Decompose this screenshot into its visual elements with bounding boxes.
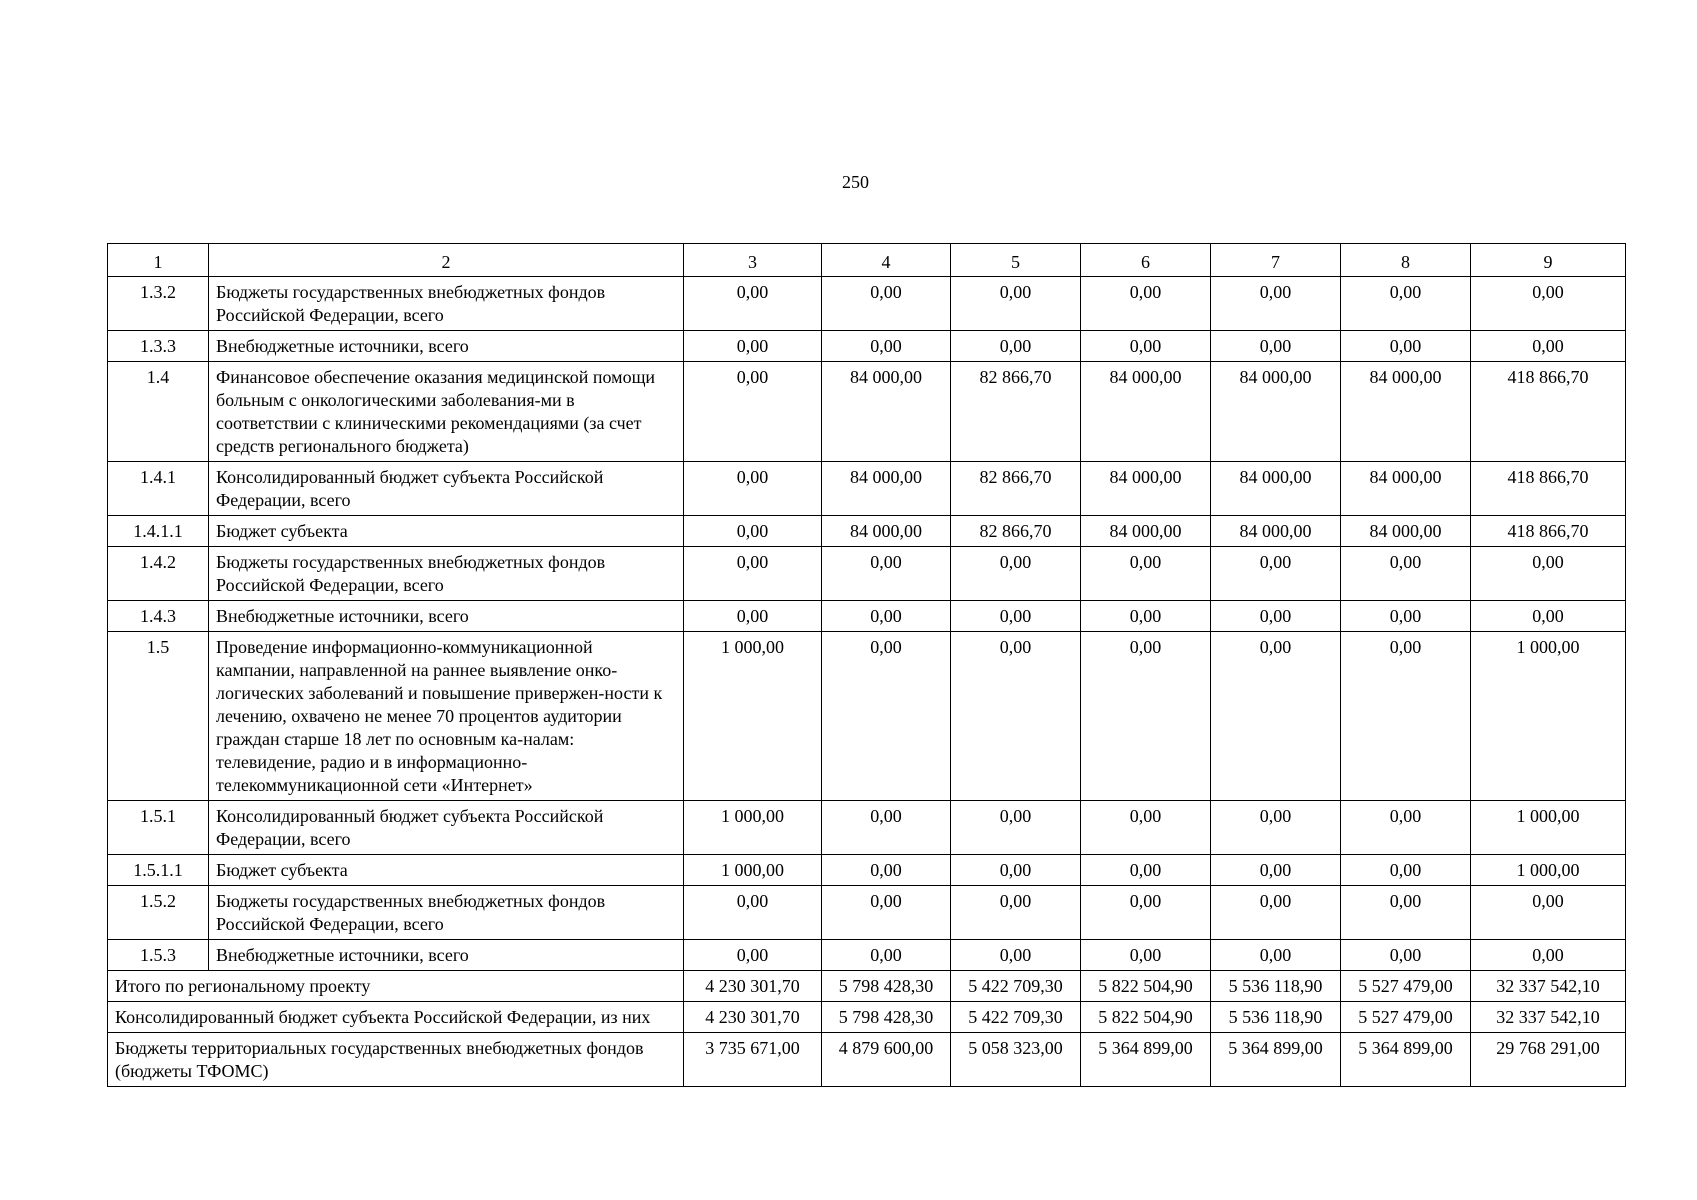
row-number: 1.5.3: [108, 940, 209, 971]
value-cell: 82 866,70: [951, 462, 1081, 516]
value-cell: 0,00: [684, 362, 822, 462]
value-cell: 0,00: [1211, 547, 1341, 601]
row-name: Финансовое обеспечение оказания медицинской помощи больным с онкологическими заболевания-ми в соответствии с клиническими рекомендациями (за счет средств регионального бюджета): [209, 362, 684, 462]
value-cell: 0,00: [822, 801, 951, 855]
value-cell: 84 000,00: [1211, 362, 1341, 462]
total-value-cell: 5 822 504,90: [1081, 971, 1211, 1002]
total-name: Бюджеты территориальных государственных внебюджетных фондов (бюджеты ТФОМС): [108, 1033, 684, 1087]
value-cell: 84 000,00: [822, 462, 951, 516]
value-cell: 0,00: [684, 462, 822, 516]
value-cell: 0,00: [1081, 547, 1211, 601]
value-cell: 0,00: [822, 547, 951, 601]
value-cell: 0,00: [951, 547, 1081, 601]
value-cell: 82 866,70: [951, 516, 1081, 547]
table-row: [108, 855, 1626, 886]
value-cell: 0,00: [1081, 331, 1211, 362]
value-cell: 0,00: [1081, 601, 1211, 632]
row-number: 1.5.1: [108, 801, 209, 855]
total-value-cell: 5 364 899,00: [1211, 1033, 1341, 1087]
total-value-cell: 5 822 504,90: [1081, 1002, 1211, 1033]
page-number: 250: [842, 172, 869, 192]
value-cell: 0,00: [951, 801, 1081, 855]
row-number: 1.4.3: [108, 601, 209, 632]
table-row: [108, 801, 1626, 855]
value-cell: 84 000,00: [1341, 362, 1471, 462]
table-body: [108, 244, 1626, 1087]
row-name: Внебюджетные источники, всего: [209, 331, 684, 362]
row-name: Проведение информационно-коммуникационной кампании, направленной на раннее выявление онко-логических заболеваний и повышение привержен-ности к лечению, охвачено не менее 70 процентов аудитории граждан старше 18 лет по основным ка-налам: телевидение, радио и в информационно-телекоммуникационной сети «Интернет»: [209, 632, 684, 801]
table-row: [108, 547, 1626, 601]
row-number: 1.5.1.1: [108, 855, 209, 886]
total-value-cell: 5 527 479,00: [1341, 971, 1471, 1002]
value-cell: 0,00: [1081, 940, 1211, 971]
value-cell: 0,00: [951, 331, 1081, 362]
value-cell: 0,00: [1341, 632, 1471, 801]
header-cell: 9: [1471, 244, 1626, 277]
row-number: 1.3.3: [108, 331, 209, 362]
total-row: [108, 1002, 1626, 1033]
value-cell: 418 866,70: [1471, 362, 1626, 462]
row-name: Консолидированный бюджет субъекта Российской Федерации, всего: [209, 801, 684, 855]
value-cell: 0,00: [1341, 801, 1471, 855]
row-name: Бюджеты государственных внебюджетных фондов Российской Федерации, всего: [209, 547, 684, 601]
value-cell: 1 000,00: [1471, 801, 1626, 855]
value-cell: 0,00: [1211, 331, 1341, 362]
value-cell: 0,00: [684, 331, 822, 362]
total-value-cell: 4 230 301,70: [684, 1002, 822, 1033]
total-value-cell: 5 527 479,00: [1341, 1002, 1471, 1033]
value-cell: 0,00: [1471, 601, 1626, 632]
value-cell: 1 000,00: [1471, 855, 1626, 886]
total-value-cell: 5 422 709,30: [951, 1002, 1081, 1033]
total-value-cell: 5 536 118,90: [1211, 1002, 1341, 1033]
value-cell: 418 866,70: [1471, 516, 1626, 547]
value-cell: 0,00: [1211, 855, 1341, 886]
total-value-cell: 5 364 899,00: [1081, 1033, 1211, 1087]
table-row: [108, 601, 1626, 632]
row-number: 1.4: [108, 362, 209, 462]
value-cell: 0,00: [684, 277, 822, 331]
value-cell: 0,00: [684, 940, 822, 971]
value-cell: 0,00: [1081, 632, 1211, 801]
value-cell: 0,00: [822, 632, 951, 801]
total-value-cell: 32 337 542,10: [1471, 1002, 1626, 1033]
table-row: [108, 516, 1626, 547]
value-cell: 1 000,00: [684, 801, 822, 855]
value-cell: 418 866,70: [1471, 462, 1626, 516]
value-cell: 0,00: [951, 855, 1081, 886]
value-cell: 1 000,00: [684, 855, 822, 886]
value-cell: 0,00: [1341, 601, 1471, 632]
value-cell: 0,00: [1341, 547, 1471, 601]
value-cell: 0,00: [684, 516, 822, 547]
row-number: 1.5: [108, 632, 209, 801]
total-value-cell: 5 798 428,30: [822, 971, 951, 1002]
value-cell: 0,00: [822, 277, 951, 331]
value-cell: 0,00: [1081, 855, 1211, 886]
header-cell: 1: [108, 244, 209, 277]
row-name: Бюджет субъекта: [209, 855, 684, 886]
header-cell: 6: [1081, 244, 1211, 277]
value-cell: 0,00: [951, 886, 1081, 940]
value-cell: 1 000,00: [684, 632, 822, 801]
row-name: Бюджет субъекта: [209, 516, 684, 547]
value-cell: 0,00: [822, 855, 951, 886]
value-cell: 0,00: [822, 601, 951, 632]
total-row: [108, 1033, 1626, 1087]
header-row: [108, 244, 1626, 277]
value-cell: 0,00: [1341, 277, 1471, 331]
total-value-cell: 5 798 428,30: [822, 1002, 951, 1033]
row-name: Бюджеты государственных внебюджетных фондов Российской Федерации, всего: [209, 886, 684, 940]
header-cell: 5: [951, 244, 1081, 277]
value-cell: 0,00: [1211, 601, 1341, 632]
total-value-cell: 5 536 118,90: [1211, 971, 1341, 1002]
value-cell: 84 000,00: [1341, 516, 1471, 547]
value-cell: 0,00: [684, 547, 822, 601]
header-cell: 4: [822, 244, 951, 277]
value-cell: 82 866,70: [951, 362, 1081, 462]
value-cell: 84 000,00: [1211, 516, 1341, 547]
value-cell: 0,00: [1341, 331, 1471, 362]
total-value-cell: 32 337 542,10: [1471, 971, 1626, 1002]
header-cell: 2: [209, 244, 684, 277]
total-value-cell: 5 364 899,00: [1341, 1033, 1471, 1087]
total-value-cell: 4 230 301,70: [684, 971, 822, 1002]
value-cell: 0,00: [1211, 940, 1341, 971]
row-number: 1.5.2: [108, 886, 209, 940]
value-cell: 0,00: [951, 601, 1081, 632]
value-cell: 84 000,00: [1081, 516, 1211, 547]
header-cell: 7: [1211, 244, 1341, 277]
table-row: [108, 886, 1626, 940]
total-name: Консолидированный бюджет субъекта Российской Федерации, из них: [108, 1002, 684, 1033]
value-cell: 84 000,00: [822, 516, 951, 547]
total-value-cell: 29 768 291,00: [1471, 1033, 1626, 1087]
row-name: Консолидированный бюджет субъекта Российской Федерации, всего: [209, 462, 684, 516]
value-cell: 0,00: [1471, 940, 1626, 971]
value-cell: 1 000,00: [1471, 632, 1626, 801]
total-value-cell: 5 422 709,30: [951, 971, 1081, 1002]
table-row: [108, 462, 1626, 516]
table-row: [108, 362, 1626, 462]
header-cell: 8: [1341, 244, 1471, 277]
value-cell: 0,00: [1081, 801, 1211, 855]
value-cell: 0,00: [1211, 632, 1341, 801]
table-row: [108, 940, 1626, 971]
value-cell: 0,00: [1341, 940, 1471, 971]
value-cell: 0,00: [822, 886, 951, 940]
value-cell: 0,00: [1341, 886, 1471, 940]
budget-table: [107, 243, 1626, 1087]
value-cell: 84 000,00: [822, 362, 951, 462]
row-number: 1.4.2: [108, 547, 209, 601]
table-row: [108, 277, 1626, 331]
value-cell: 0,00: [1211, 801, 1341, 855]
value-cell: 0,00: [684, 886, 822, 940]
value-cell: 84 000,00: [1081, 362, 1211, 462]
value-cell: 0,00: [1341, 855, 1471, 886]
value-cell: 84 000,00: [1211, 462, 1341, 516]
value-cell: 0,00: [951, 277, 1081, 331]
table-row: [108, 331, 1626, 362]
value-cell: 0,00: [1081, 277, 1211, 331]
total-value-cell: 3 735 671,00: [684, 1033, 822, 1087]
row-name: Бюджеты государственных внебюджетных фондов Российской Федерации, всего: [209, 277, 684, 331]
value-cell: 0,00: [1081, 886, 1211, 940]
table-row: [108, 632, 1626, 801]
value-cell: 0,00: [1471, 886, 1626, 940]
total-value-cell: 4 879 600,00: [822, 1033, 951, 1087]
value-cell: 0,00: [951, 632, 1081, 801]
total-row: [108, 971, 1626, 1002]
value-cell: 0,00: [951, 940, 1081, 971]
row-name: Внебюджетные источники, всего: [209, 940, 684, 971]
value-cell: 0,00: [1211, 886, 1341, 940]
row-number: 1.3.2: [108, 277, 209, 331]
row-number: 1.4.1.1: [108, 516, 209, 547]
value-cell: 0,00: [1211, 277, 1341, 331]
value-cell: 84 000,00: [1081, 462, 1211, 516]
total-value-cell: 5 058 323,00: [951, 1033, 1081, 1087]
value-cell: 0,00: [1471, 277, 1626, 331]
value-cell: 0,00: [684, 601, 822, 632]
total-name: Итого по региональному проекту: [108, 971, 684, 1002]
value-cell: 0,00: [1471, 547, 1626, 601]
value-cell: 0,00: [822, 940, 951, 971]
row-name: Внебюджетные источники, всего: [209, 601, 684, 632]
row-number: 1.4.1: [108, 462, 209, 516]
value-cell: 0,00: [1471, 331, 1626, 362]
value-cell: 0,00: [822, 331, 951, 362]
header-cell: 3: [684, 244, 822, 277]
value-cell: 84 000,00: [1341, 462, 1471, 516]
